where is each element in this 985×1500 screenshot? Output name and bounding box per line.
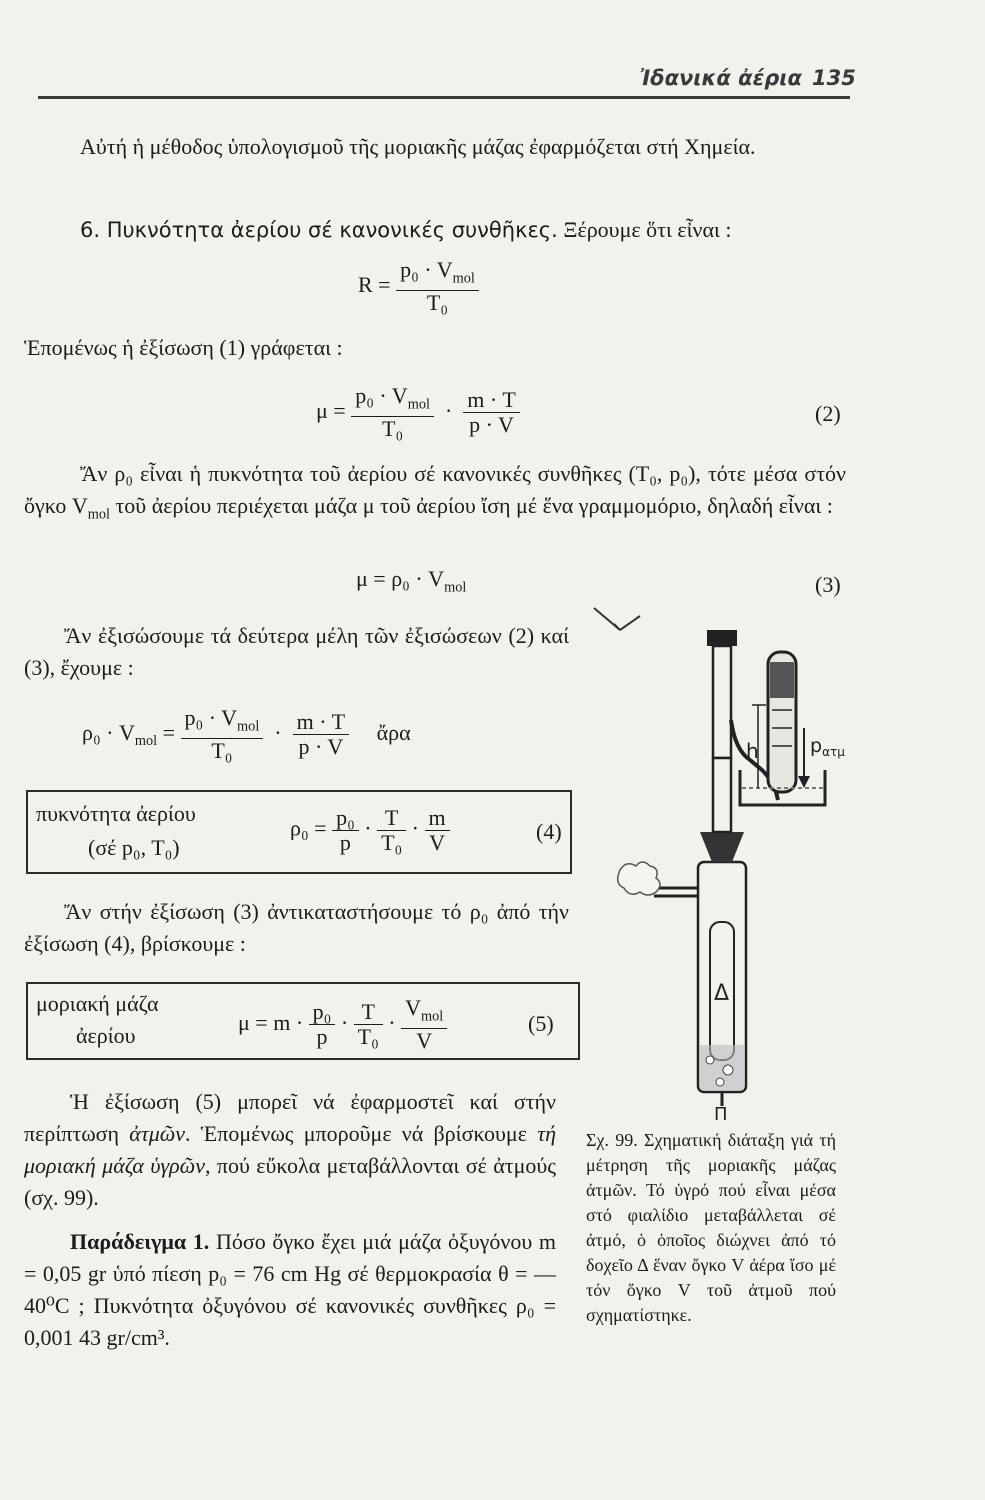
example-text: Πόσο ὄγκο ἔχει μιά μάζα ὀξυγόνου m = 0,05 gr ὑπό πίεση p₀ = 76 cm Hg σέ θερμοκρασία θ = — 40⁰C ; Πυκνότητα ὀξυγόνου σέ κανονικές συνθῆκες ρ₀ = 0,001 43 gr/cm³. <box>24 1229 556 1350</box>
box4-label-2: (σέ p₀, T₀) <box>88 835 180 860</box>
equation-2: μ = $\frac{p_0 \cdot V_{mol}}{\text{T₀}}$ · $\frac{m \cdot T}{p \cdot V}$ <box>316 384 520 441</box>
box5-label-2: ἀερίου <box>76 1023 136 1048</box>
intro-paragraph: Αὐτή ἡ μέθοδος ὑπολογισμοῦ τῆς μοριακῆς μάζας ἐφαρμόζεται στή Χημεία. <box>80 134 756 159</box>
equation-R <box>358 258 479 315</box>
eq-R-numerator: $p_0 \cdot V_{mol}$ <box>396 258 479 291</box>
box5-eq-label: (5) <box>528 1011 554 1036</box>
figure-caption: Σχ. 99. Σχηματική διάταξη γιά τή μέτρηση τῆς μοριακῆς μάζας ἀτμῶν. Τό ὑγρό πού εἶναι μέσα στό φιαλίδιο μεταβάλλεται σέ ἀτμό, ὁ ὁποῖος διώχνει ἀπό τό δοχεῖο Δ ἕναν ὄγκο V ἀέρα ἴσο μέ τόν ὄγκο V τοῦ ἀτμοῦ πού σχηματίστηκε. <box>586 1130 836 1325</box>
equation-combined: $\rho_0 \cdot V_{mol}$ = $\frac{p_0 \cdot V_{mol}}{\text{T₀}}$ · $\frac{m \cdot T}{p \cdot V}$ ἄρα <box>82 705 411 764</box>
box4-formula: ρ₀ = $\frac{\text{p₀}}{p}$ · $\frac{T}{\text{T₀}}$ · $\frac{m}{V}$ <box>290 806 450 855</box>
eq2-fraction-2: $\frac{m \cdot T}{p \cdot V}$ <box>463 388 519 437</box>
label-pi: Π <box>714 1104 728 1120</box>
box-equation-4 <box>26 790 572 874</box>
consequently-text: Ἑπομένως ἡ ἐξίσωση (1) γράφεται : <box>24 335 343 360</box>
rho-paragraph: Ἄν ρ₀ εἶναι ἡ πυκνότητα τοῦ ἀερίου σέ κανονικές συνθῆκες (T₀, p₀), τότε μέσα στόν ὄγκο $V_{mol}$ τοῦ ἀερίου περιέχεται μάζα μ τοῦ ἀερίου ἴση μέ ἕνα γραμμομόριο, δηλαδή εἶναι : <box>24 461 846 523</box>
eq2-label: (2) <box>815 401 841 426</box>
example-paragraph <box>24 1226 556 1354</box>
label-h: h <box>746 739 759 763</box>
label-p-atm: $p_{\alpha\tau\mu}$ <box>810 735 845 759</box>
section-title: 6. Πυκνότητα ἀερίου σέ κανονικές συνθῆκες. <box>80 218 558 242</box>
box5-label-1: μοριακή μάζα <box>36 991 159 1016</box>
section-heading <box>80 214 850 246</box>
section-lead: Ξέρουμε ὅτι εἶναι : <box>563 217 732 242</box>
running-header-title: Ἰδανικά ἀέρια <box>640 66 802 90</box>
eq-R-denominator: T₀ <box>426 290 449 316</box>
equation-3: $\mu = \rho_0 \cdot V_{mol}$ <box>356 566 467 596</box>
eq2-lhs: μ = <box>316 397 346 423</box>
substitute-paragraph: Ἄν στήν ἐξίσωση (3) ἀντικαταστήσουμε τό ρ₀ ἀπό τήν ἐξίσωση (4), βρίσκουμε : <box>24 899 569 956</box>
eq2-fraction-1: $\frac{p_0 \cdot V_{mol}}{\text{T₀}}$ <box>351 384 434 441</box>
eq-R-lhs: R = <box>358 271 391 297</box>
eqc-fraction-1: $\frac{p_0 \cdot V_{mol}}{\text{T₀}}$ <box>181 706 264 763</box>
vapour-paragraph: Ἡ ἐξίσωση (5) μπορεῖ νά ἐφαρμοστεῖ καί στήν περίπτωση ἀτμῶν. Ἑπομένως μποροῦμε νά βρίσκουμε τή μοριακή μάζα ὑγρῶν, πού εὔκολα μεταβάλλονται σέ ἀτμούς (σχ. 99). <box>24 1089 556 1210</box>
eq-R-fraction <box>396 258 479 315</box>
box4-label-1: πυκνότητα ἀερίου <box>36 801 196 826</box>
eq3-label: (3) <box>815 572 841 597</box>
eqc-fraction-2: $\frac{m \cdot T}{p \cdot V}$ <box>293 710 349 759</box>
figure-99-apparatus <box>580 600 850 1120</box>
header-rule <box>38 96 850 99</box>
box5-formula: μ = m · $\frac{\text{p₀}}{p}$ · $\frac{T}{\text{T₀}}$ · $\frac{V_{mol}}{V}$ <box>238 996 447 1053</box>
box4-eq-label: (4) <box>536 819 562 844</box>
label-delta: Δ <box>714 981 730 1006</box>
box-equation-5 <box>26 982 580 1060</box>
equate-paragraph: Ἄν ἐξισώσουμε τά δεύτερα μέλη τῶν ἐξισώσεων (2) καί (3), ἔχουμε : <box>24 623 569 680</box>
example-title: Παράδειγμα 1. <box>70 1229 210 1254</box>
page-number: 135 <box>812 66 856 90</box>
